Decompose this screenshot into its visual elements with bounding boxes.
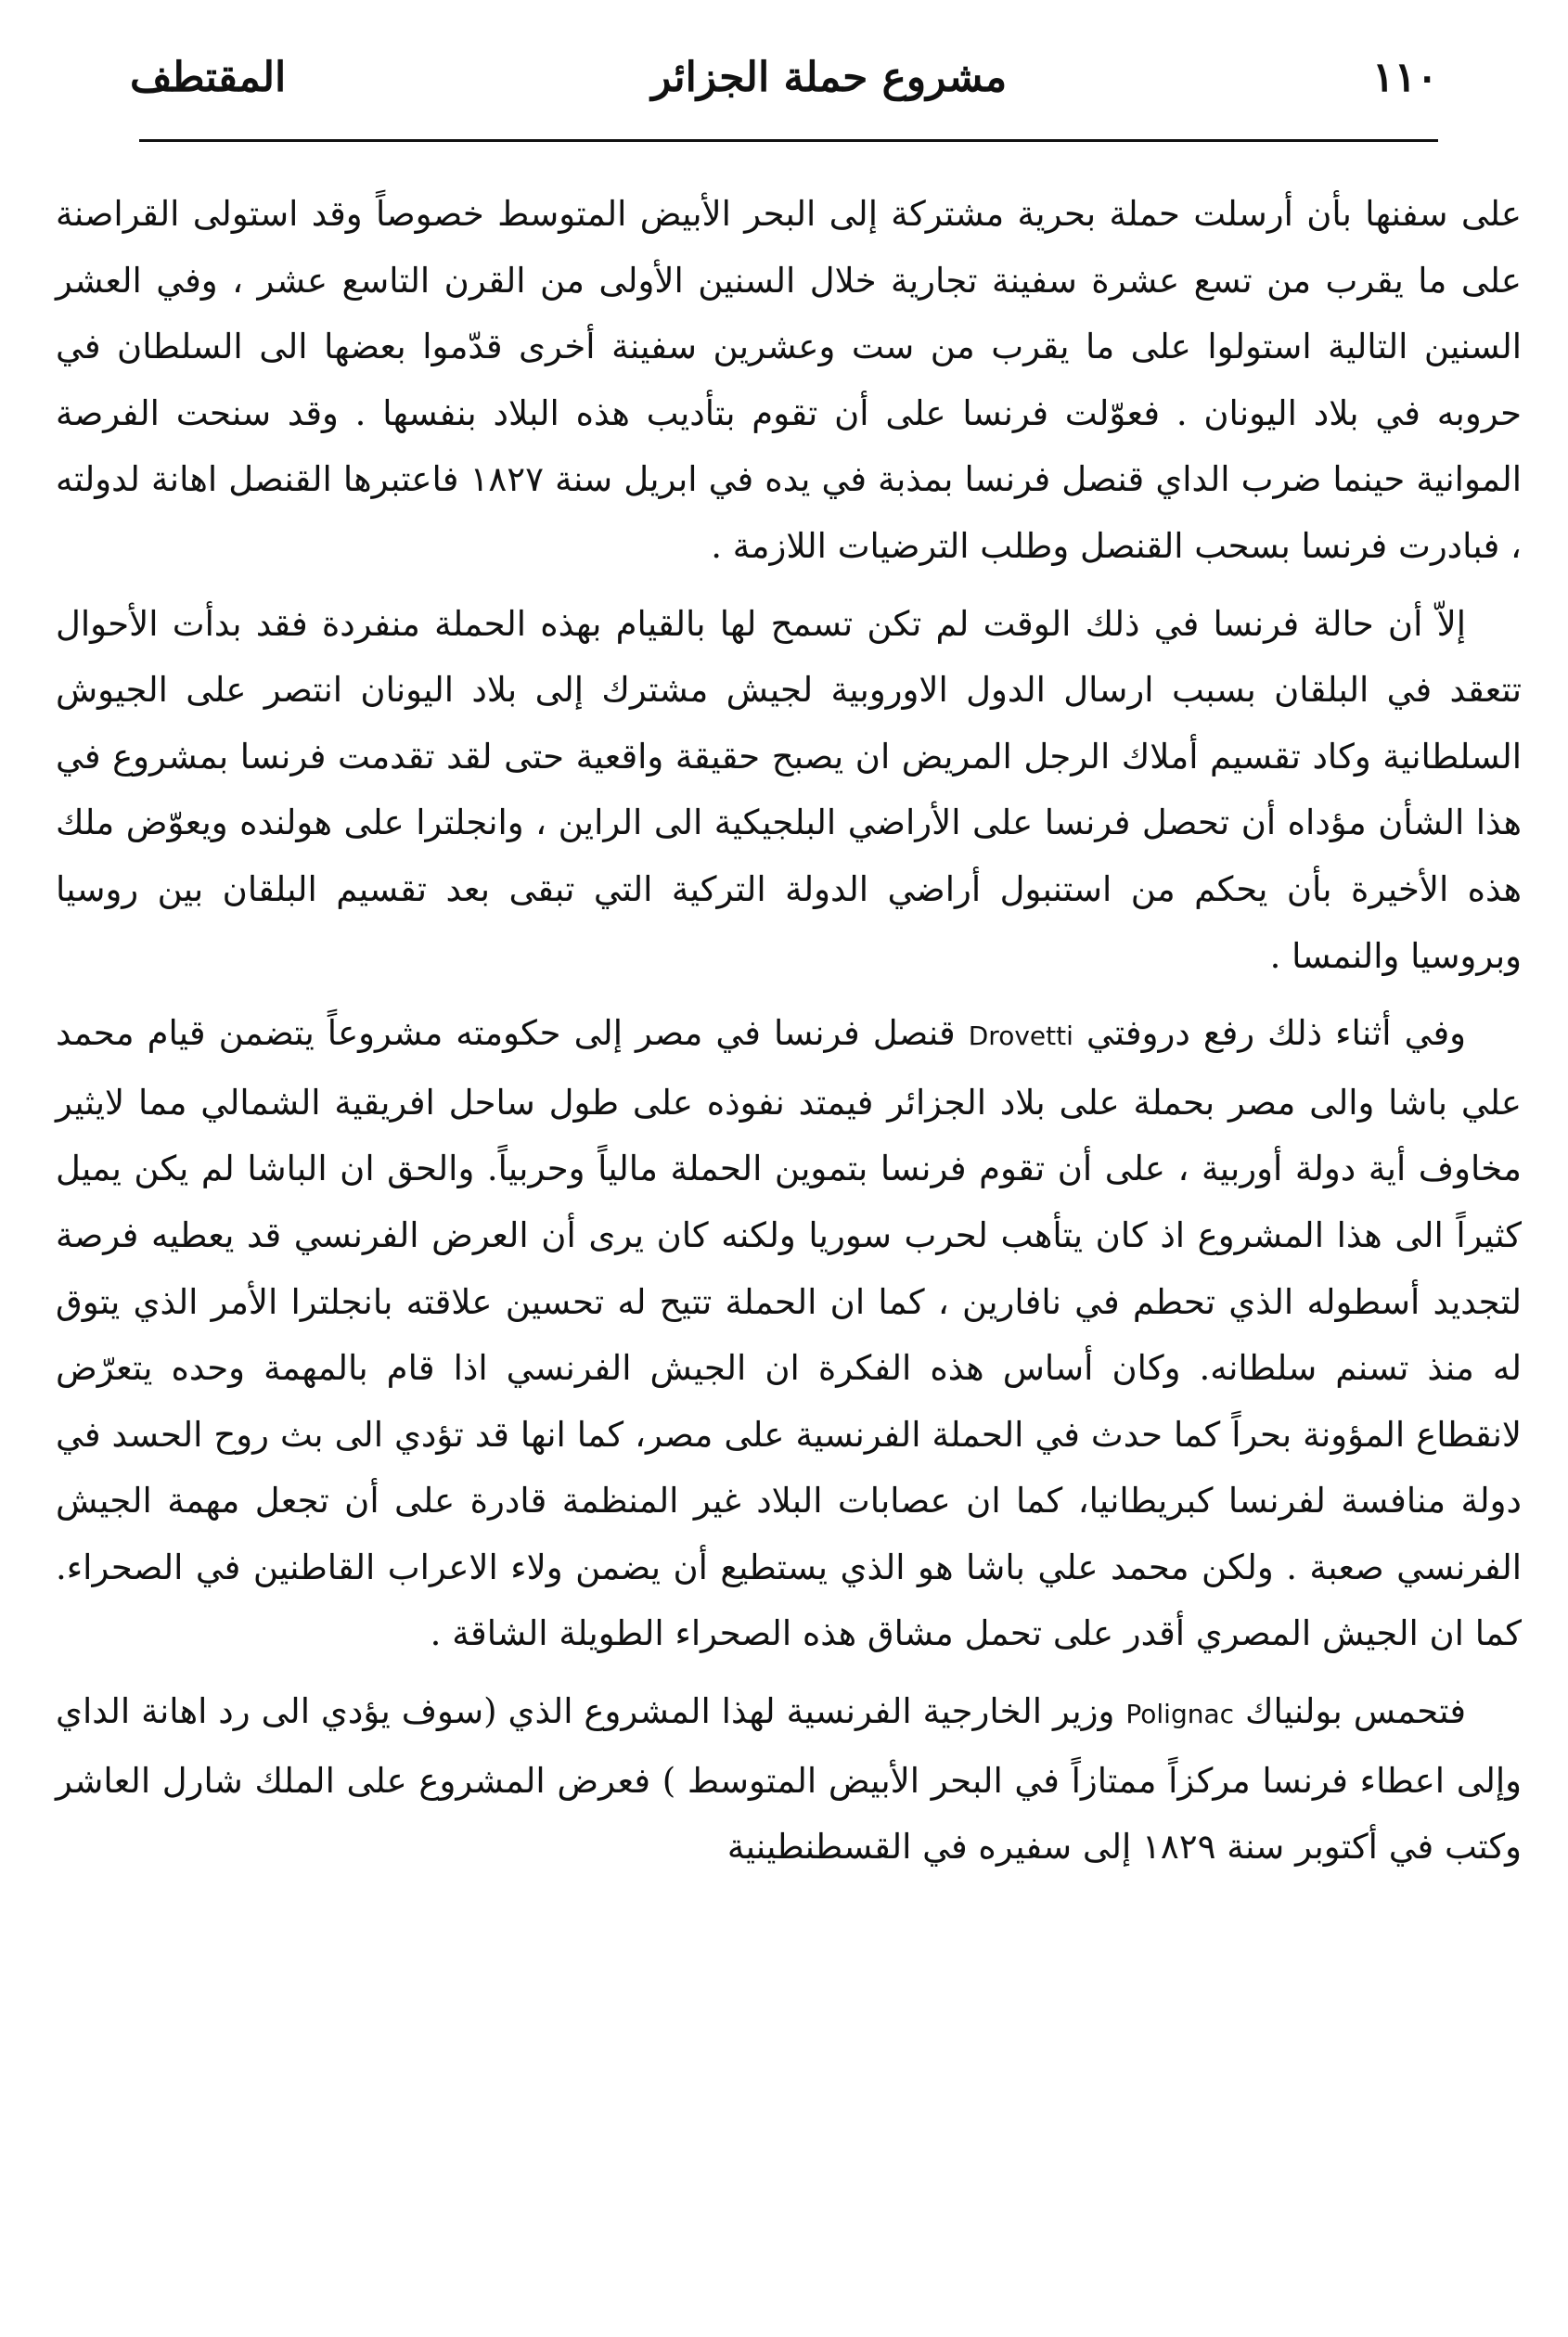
page-number: ١١٠ [1372, 53, 1438, 101]
body-text [56, 181, 1522, 1881]
paragraph-3-before: وفي أثناء ذلك رفع دروفتي [1086, 1013, 1467, 1054]
paragraph-4 [56, 1678, 1522, 1881]
paragraph-1: على سفنها بأن أرسلت حملة بحرية مشتركة إلى البحر الأبيض المتوسط خصوصاً وقد استولى القراصنة على ما يقرب من تسع عشرة سفينة تجارية خلال السنين الأولى من القرن التاسع عشر ، وفي العشر السنين التالية استولوا على ما يقرب من ست وعشرين سفينة أخرى قدّموا بعضها الى السلطان في حروبه في بلاد اليونان . فعوّلت فرنسا على أن تقوم بتأديب هذه البلاد بنفسها . وقد سنحت الفرصة الموانية حينما ضرب الداي قنصل فرنسا بمذبة في يده في ابريل سنة ١٨٢٧ فاعتبرها القنصل اهانة لدولته ، فبادرت فرنسا بسحب القنصل وطلب الترضيات اللازمة . [56, 194, 1523, 566]
paragraph-3 [56, 1000, 1522, 1667]
latin-name-drovetti: Drovetti [968, 1021, 1073, 1052]
article-title: مشروع حملة الجزائر [651, 53, 1008, 101]
running-head [130, 35, 1438, 119]
paragraph-3-after: قنصل فرنسا في مصر إلى حكومته مشروعاً يتضمن قيام محمد علي باشا والى مصر بحملة على بلاد الجزائر فيمتد نفوذه على طول ساحل افريقية الشمالي مما لايثير مخاوف أية دولة أوربية ، على أن تقوم فرنسا بتموين الحملة مالياً وحربياً. والحق ان الباشا لم يكن يميل كثيراً الى هذا المشروع اذ كان يتأهب لحرب سوريا ولكنه كان يرى أن العرض الفرنسي قد يعطيه فرصة لتجديد أسطوله الذي تحطم في نافارين ، كما ان الحملة تتيح له تحسين علاقته بانجلترا الأمر الذي يتوق له منذ تسنم سلطانه. وكان أساس هذه الفكرة ان الجيش الفرنسي اذا قام بالمهمة وحده يتعرّض لانقطاع المؤونة بحراً كما حدث في الحملة الفرنسية على مصر، كما انها قد تؤدي الى بث روح الحسد في دولة منافسة لفرنسا كبريطانيا، كما ان عصابات البلاد غير المنظمة قادرة على أن تجعل مهمة الجيش الفرنسي صعبة . ولكن محمد علي باشا هو الذي يستطيع أن يضمن ولاء الاعراب القاطنين في الصحراء. كما ان الجيش المصري أقدر على تحمل مشاق هذه الصحراء الطويلة الشاقة . [56, 1013, 1522, 1654]
journal-name: المقتطف [130, 53, 287, 101]
paragraph-2: إلاّ أن حالة فرنسا في ذلك الوقت لم تكن تسمح لها بالقيام بهذه الحملة منفردة فقد بدأت الأحوال تتعقد في البلقان بسبب ارسال الدول الاوروبية لجيش مشترك إلى بلاد اليونان انتصر على الجيوش السلطانية وكاد تقسيم أملاك الرجل المريض ان يصبح حقيقة واقعية حتى لقد تقدمت فرنسا بمشروع في هذا الشأن مؤداه أن تحصل فرنسا على الأراضي البلجيكية الى الراين ، وانجلترا على هولنده ويعوّض ملك هذه الأخيرة بأن يحكم من استنبول أراضي الدولة التركية التي تبقى بعد تقسيم البلقان بين روسيا وبروسيا والنمسا . [56, 603, 1522, 976]
latin-name-polignac: Polignac [1125, 1699, 1235, 1730]
paragraph-4-before: فتحمس بولنياك [1244, 1691, 1467, 1732]
header-rule [139, 139, 1438, 142]
paragraph-4-after: وزير الخارجية الفرنسية لهذا المشروع الذي (سوف يؤدي الى رد اهانة الداي وإلى اعطاء فرنسا مركزاً ممتازاً في البحر الأبيض المتوسط ) فعرض المشروع على الملك شارل العاشر وكتب في أكتوبر سنة ١٨٢٩ إلى سفيره في القسطنطينية [56, 1691, 1522, 1868]
